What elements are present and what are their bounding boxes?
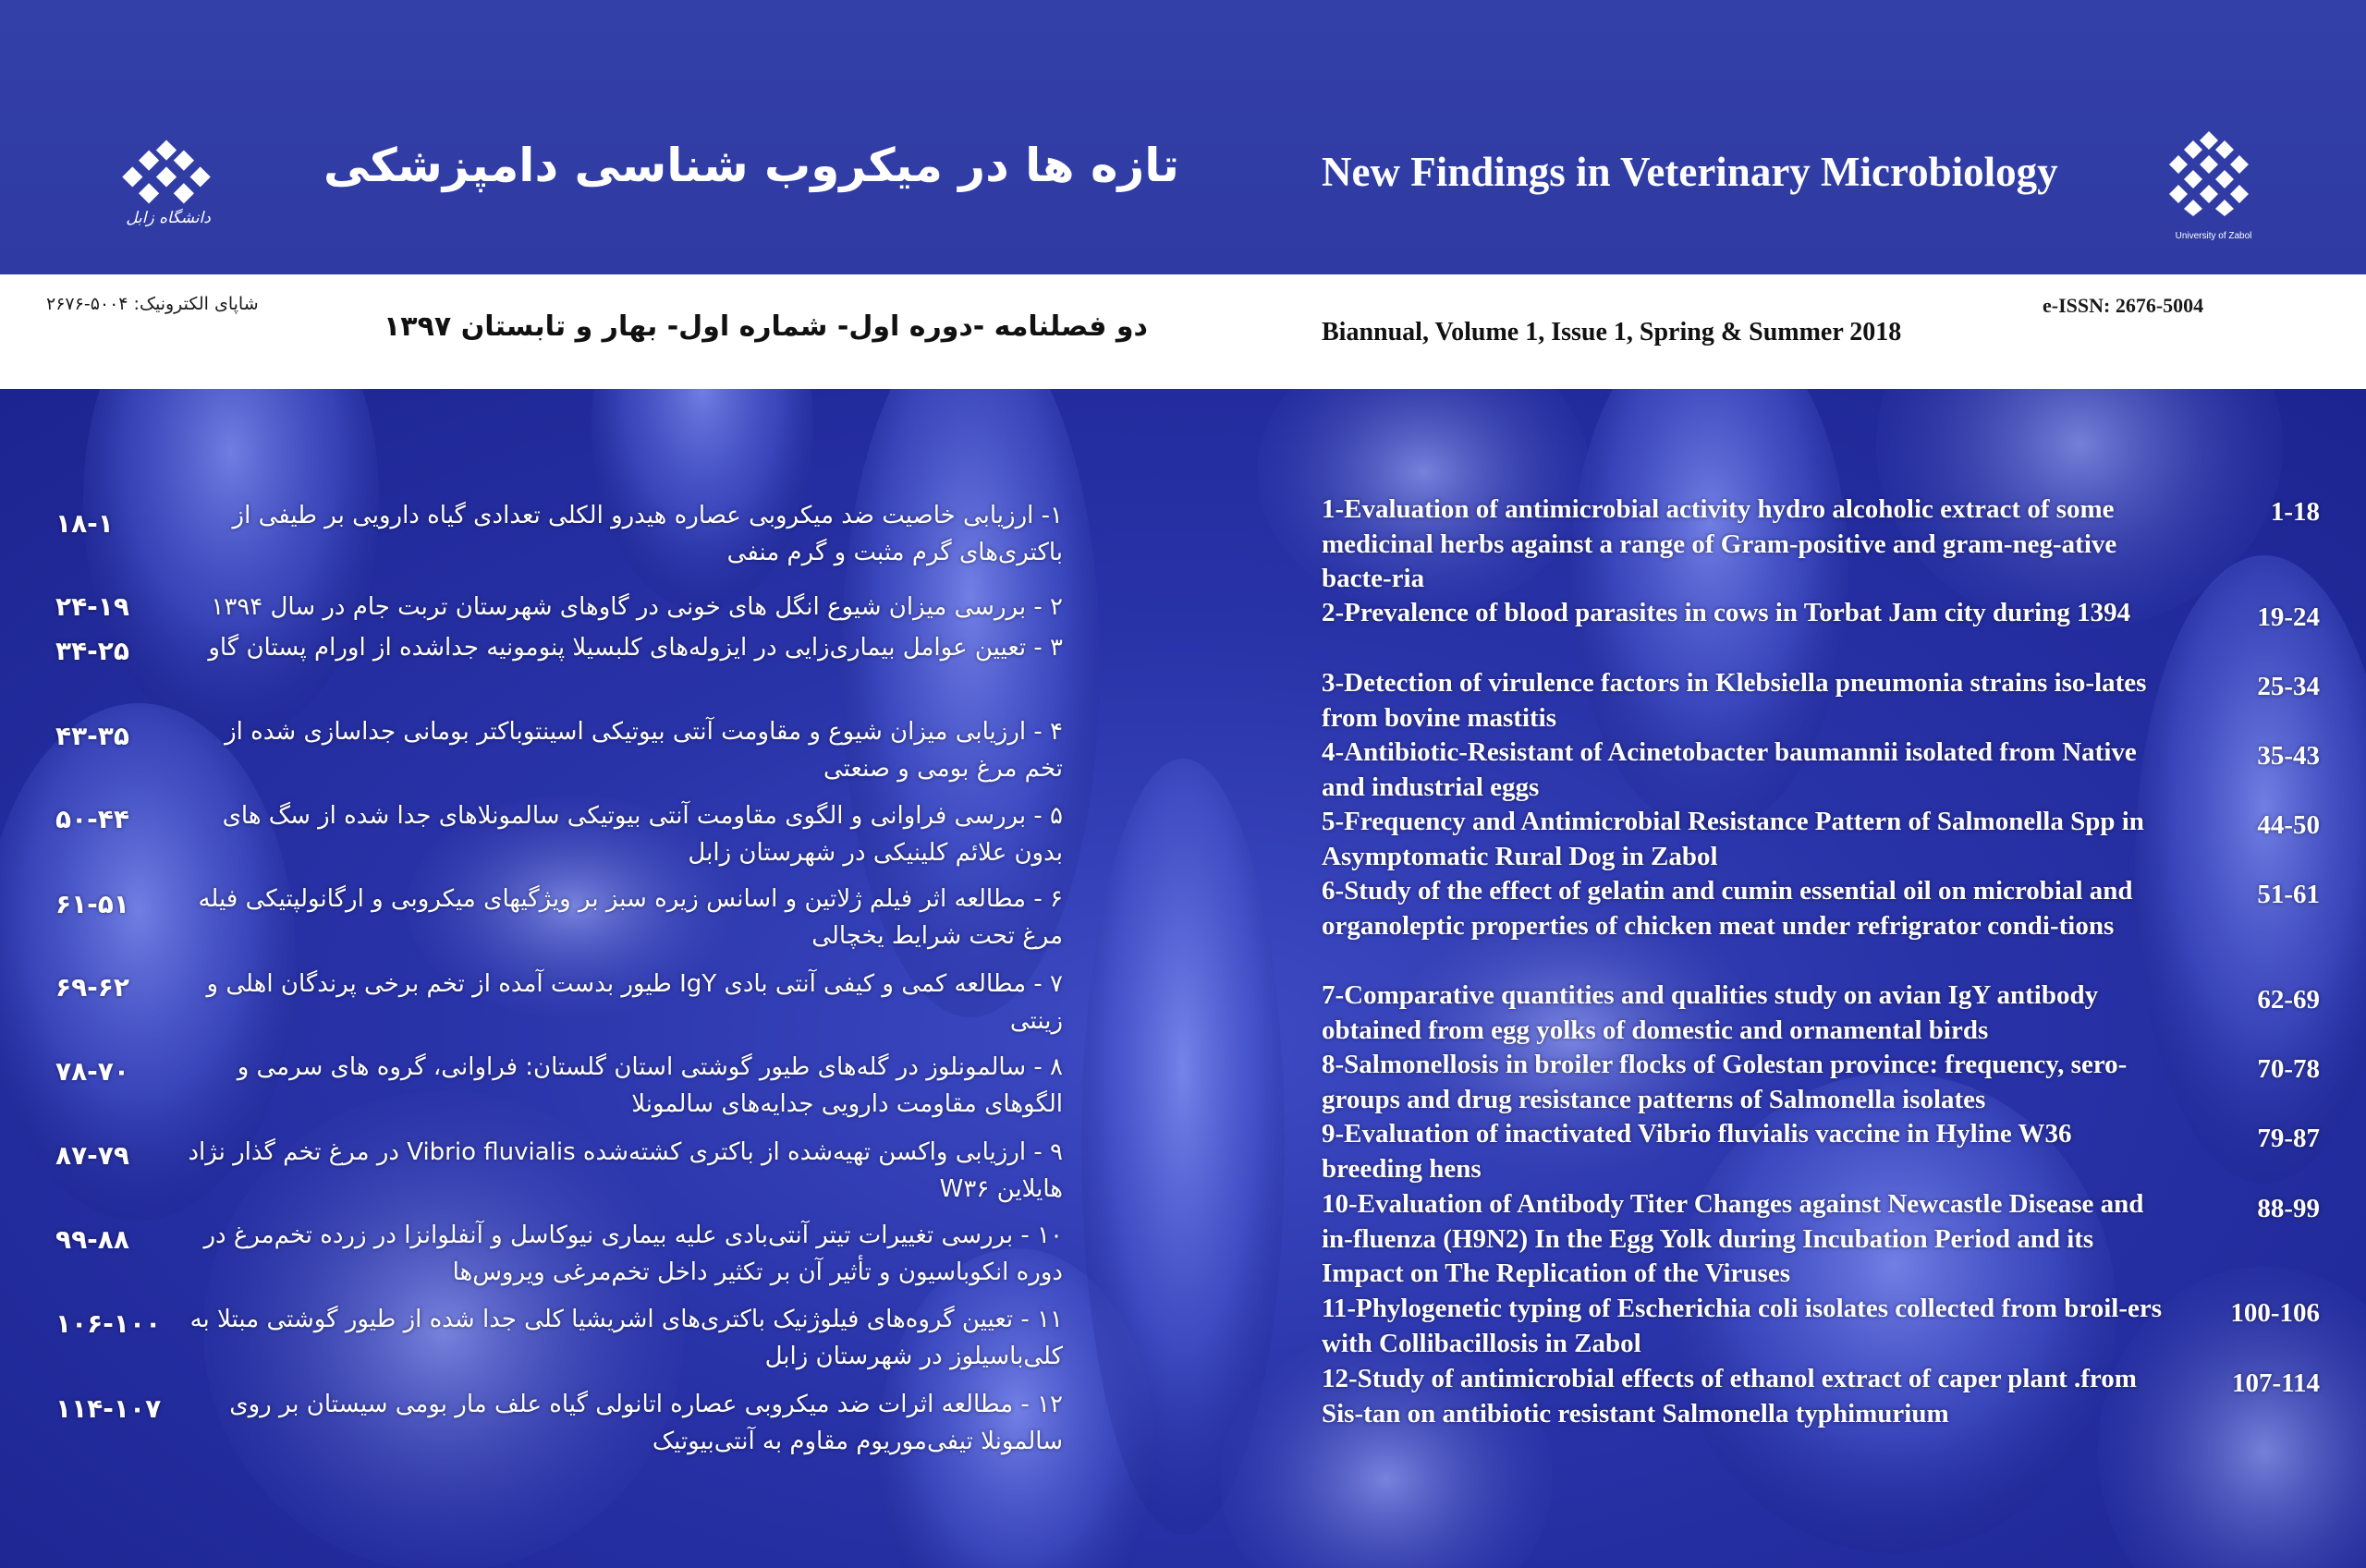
journal-title-fa: تازه ها در میکروب شناسی دامپزشکی [323, 139, 1179, 192]
toc-fa-item: ۷ - مطالعه کمی و کیفی آنتی بادی IgY طیور بدست آمده از تخم برخی پرندگان اهلی و زینتی [206, 970, 1063, 1035]
toc-en-pages: 51-61 [2257, 880, 2320, 909]
toc-en-item: 12-Study of antimicrobial effects of ethanol extract of caper plant .from Sis-tan on antibiotic resistant Salmonella typhimurium [1322, 1364, 2137, 1428]
toc-en-item: 8-Salmonellosis in broiler flocks of Golestan province: frequency, sero-groups and drug resistance patterns of Salmonella isolates [1322, 1050, 2128, 1114]
toc-fa-item: ۱۰ - بررسی تغییرات تیتر آنتی‌بادی علیه بیماری نیوکاسل و آنفلوانزا در زرده تخم‌مرغ در دوره انکوباسیون و تأثیر آن بر تکثیر داخل تخم‌مرغی ویروس‌ها [203, 1222, 1063, 1286]
university-logo-icon [2167, 129, 2250, 217]
toc-en-item: 1-Evaluation of antimicrobial activity hydro alcoholic extract of some medicinal herbs against a range of Gram-positive and gram-neg-ative bacte-ria [1322, 494, 2117, 593]
toc-fa-item: ۴ - ارزیابی میزان شیوع و مقاومت آنتی بیوتیکی اسینتوباکتر بومانی جداسازی شده از تخم مرغ بومی و صنعتی [225, 718, 1063, 783]
toc-fa-pages: ۶۹-۶۲ [55, 972, 129, 1003]
toc-fa-pages: ۲۴-۱۹ [55, 591, 129, 622]
issue-info-band [0, 274, 2366, 389]
toc-fa-pages: ۹۹-۸۸ [55, 1224, 129, 1255]
toc-en-pages: 44-50 [2257, 810, 2320, 840]
toc-en-pages: 19-24 [2257, 602, 2320, 632]
toc-fa-item: ۵ - بررسی فراوانی و الگوی مقاومت آنتی بیوتیکی سالمونلاهای جدا شده از سگ های بدون علائم کلینیکی در شهرستان زابل [222, 802, 1063, 867]
issn-en: e-ISSN: 2676-5004 [2043, 294, 2204, 317]
toc-en-item: 10-Evaluation of Antibody Titer Changes against Newcastle Disease and in-fluenza (H9N2) In the Egg Yolk during Incubation Period and its Impact on The Replication of the Viruses [1322, 1189, 2144, 1288]
toc-en-item: 5-Frequency and Antimicrobial Resistance Pattern of Salmonella Spp in Asymptomatic Rural Dog in Zabol [1322, 807, 2144, 871]
toc-fa-pages: ۸۷-۷۹ [55, 1140, 129, 1171]
toc-fa-item: ۲ - بررسی میزان شیوع انگل های خونی در گاوهای شهرستان تربت جام در سال ۱۳۹۴ [211, 593, 1063, 621]
logo-caption-fa: دانشگاه زابل [126, 209, 211, 227]
toc-en-pages: 107-114 [2231, 1368, 2320, 1398]
journal-title-en: New Findings in Veterinary Microbiology [1322, 149, 2058, 195]
toc-en-item: 3-Detection of virulence factors in Klebsiella pneumonia strains iso-lates from bovine mastitis [1322, 668, 2147, 733]
issue-info-en: Biannual, Volume 1, Issue 1, Spring & Summer 2018 [1322, 318, 1902, 346]
logo-caption-en: University of Zabol [2175, 231, 2252, 241]
issue-info-fa: دو فصلنامه -دوره اول- شماره اول- بهار و تابستان ۱۳۹۷ [384, 310, 1148, 343]
toc-en-pages: 62-69 [2257, 985, 2320, 1015]
toc-en-pages: 88-99 [2257, 1194, 2320, 1223]
toc-fa-item: ۳ - تعیین عوامل بیماری‌زایی در ایزوله‌های کلبسیلا پنومونیه جداشده از اورام پستان گاو [208, 634, 1063, 662]
toc-fa-item: ۱۲ - مطالعه اثرات ضد میکروبی عصاره اتانولی گیاه علف مار بومی سیستان بر روی سالمونلا تیفی‌موریوم مقاوم به آنتی‌بیوتیک [229, 1391, 1063, 1455]
toc-fa-pages: ۳۴-۲۵ [55, 636, 129, 666]
toc-fa-item: ۹ - ارزیابی واکسن تهیه‌شده از باکتری کشته‌شده Vibrio fluvialis در مرغ تخم گذار نژاد هایلاین W۳۶ [188, 1138, 1063, 1203]
toc-fa-item: ۱- ارزیابی خاصیت ضد میکروبی عصاره هیدرو الکلی تعدادی گیاه دارویی بر طیفی از باکتری‌های گرم مثبت و گرم منفی [232, 502, 1063, 566]
toc-en-item: 2-Prevalence of blood parasites in cows in Torbat Jam city during 1394 [1322, 598, 2131, 627]
toc-fa-item: ۱۱ - تعیین گروه‌های فیلوژنیک باکتری‌های اشریشیا کلی جدا شده از طیور گوشتی مبتلا به کلی‌باسیلوز در شهرستان زابل [189, 1306, 1063, 1370]
toc-en-item: 7-Comparative quantities and qualities study on avian IgY antibody obtained from egg yolks of domestic and ornamental birds [1322, 980, 2099, 1045]
toc-en-pages: 35-43 [2257, 741, 2320, 771]
toc-fa-item: ۸ - سالمونلوز در گله‌های طیور گوشتی استان گلستان: فراوانی، گروه های سرمی و الگوهای مقاومت دارویی جدایه‌های سالمونلا [237, 1053, 1063, 1118]
toc-fa-pages: ۶۱-۵۱ [55, 889, 129, 919]
toc-en-pages: 1-18 [2270, 497, 2320, 527]
toc-fa-pages: ۱۰۶-۱۰۰ [55, 1308, 162, 1339]
toc-en-item: 9-Evaluation of inactivated Vibrio fluvialis vaccine in Hyline W36 breeding hens [1322, 1119, 2072, 1184]
toc-en-item: 11-Phylogenetic typing of Escherichia coli isolates collected from broil-ers with Collibacillosis in Zabol [1322, 1294, 2163, 1358]
toc-en-pages: 100-106 [2230, 1298, 2320, 1328]
toc-en-item: 4-Antibiotic-Resistant of Acinetobacter baumannii isolated from Native and industrial eggs [1322, 737, 2137, 802]
toc-fa-pages: ۱۸-۱ [55, 508, 114, 539]
toc-fa-pages: ۷۸-۷۰ [55, 1056, 129, 1087]
header-band [0, 0, 2366, 274]
toc-en-pages: 79-87 [2257, 1124, 2320, 1153]
toc-en-pages: 70-78 [2257, 1054, 2320, 1084]
toc-en-pages: 25-34 [2257, 672, 2320, 701]
toc-fa-pages: ۴۳-۳۵ [55, 721, 129, 751]
issn-fa: شاپای الکترونیک: ۵۰۰۴-۲۶۷۶ [46, 294, 259, 314]
toc-en-item: 6-Study of the effect of gelatin and cumin essential oil on microbial and organoleptic properties of chicken meat under refrigrator condi-tions [1322, 876, 2133, 941]
toc-fa-pages: ۱۱۴-۱۰۷ [55, 1393, 162, 1424]
toc-fa-pages: ۵۰-۴۴ [55, 804, 129, 834]
toc-fa-item: ۶ - مطالعه اثر فیلم ژلاتین و اسانس زیره سبز بر ویژگیهای میکروبی و ارگانولپتیکی فیله مرغ تحت شرایط یخچالی [198, 885, 1063, 950]
